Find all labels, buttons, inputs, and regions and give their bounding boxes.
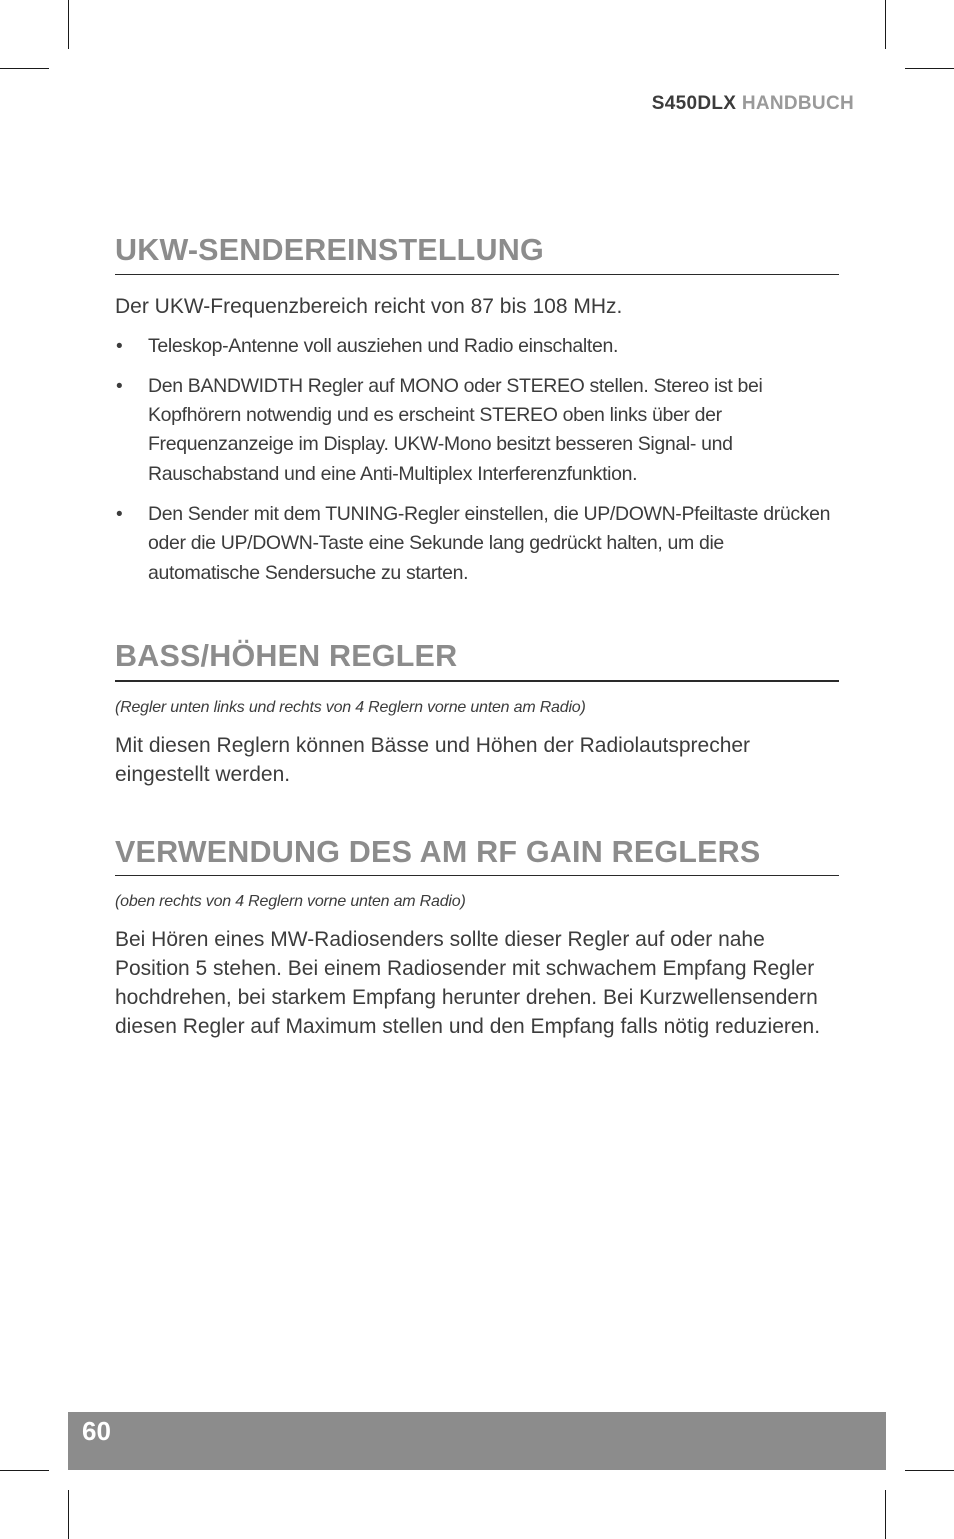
bullet-text: Den BANDWIDTH Regler auf MONO oder STEREO stellen. Stereo ist bei Kopfhörern notwendig und es erscheint STEREO oben links über der Frequenzanzeige im Display. UKW-Mono besitzt besseren Signal- und Rauschabstand und eine Anti-Multiplex Interferenzfunktion. (148, 374, 763, 485)
section-rf-gain (115, 834, 839, 1042)
bullet-item (115, 372, 839, 489)
footer-bar (68, 1412, 886, 1470)
bullet-icon: • (116, 375, 123, 397)
section-body: Bei Hören eines MW-Radiosenders sollte dieser Regler auf oder nahe Position 5 stehen. Bei einem Radiosender mit schwachem Empfang Regler hochdrehen, bei starkem Empfang herunter drehen. Bei Kurzwellensendern diesen Regler auf Maximum stellen und den Empfang falls nötig reduzieren. (115, 928, 821, 1039)
header-model: S450DLX (651, 93, 737, 114)
section-note: (oben rechts von 4 Reglern vorne unten am Radio) (115, 893, 466, 911)
header-manual-label: HANDBUCH (741, 93, 854, 114)
bullet-icon: • (116, 335, 123, 357)
section-title: VERWENDUNG DES AM RF GAIN REGLERS (115, 834, 839, 877)
crop-mark-top-left-vertical (68, 0, 69, 49)
bullet-icon: • (116, 504, 123, 526)
bullet-item (115, 332, 839, 361)
page-content (115, 232, 839, 1041)
section-intro: Der UKW-Frequenzbereich reicht von 87 bis 108 MHz. (115, 294, 623, 318)
bullet-text: Teleskop-Antenne voll ausziehen und Radio einschalten. (148, 334, 619, 357)
section-fm-tuning (115, 232, 839, 588)
section-body: Mit diesen Reglern können Bässe und Höhen der Radiolautsprecher eingestellt werden. (115, 733, 751, 786)
crop-mark-bottom-left-vertical (68, 1490, 69, 1539)
crop-mark-bottom-right-vertical (885, 1490, 886, 1539)
crop-mark-top-right-horizontal (905, 68, 954, 69)
running-header (652, 93, 854, 115)
bullet-item (115, 500, 839, 588)
section-title: BASS/HÖHEN REGLER (115, 638, 839, 682)
crop-mark-bottom-left-horizontal (0, 1470, 49, 1471)
page-number: 60 (82, 1416, 111, 1446)
bullet-text: Den Sender mit dem TUNING-Regler einstellen, die UP/DOWN-Pfeiltaste drücken oder die UP/DOWN-Taste eine Sekunde lang gedrückt halten, um die automatische Sendersuche zu starten. (148, 503, 831, 584)
crop-mark-bottom-right-horizontal (905, 1470, 954, 1471)
bullet-list (115, 332, 839, 588)
section-title: UKW-SENDEREINSTELLUNG (115, 232, 839, 275)
section-note: (Regler unten links und rechts von 4 Reglern vorne unten am Radio) (115, 698, 586, 716)
crop-mark-top-right-vertical (885, 0, 886, 49)
section-bass-treble (115, 638, 839, 789)
crop-mark-top-left-horizontal (0, 68, 49, 69)
